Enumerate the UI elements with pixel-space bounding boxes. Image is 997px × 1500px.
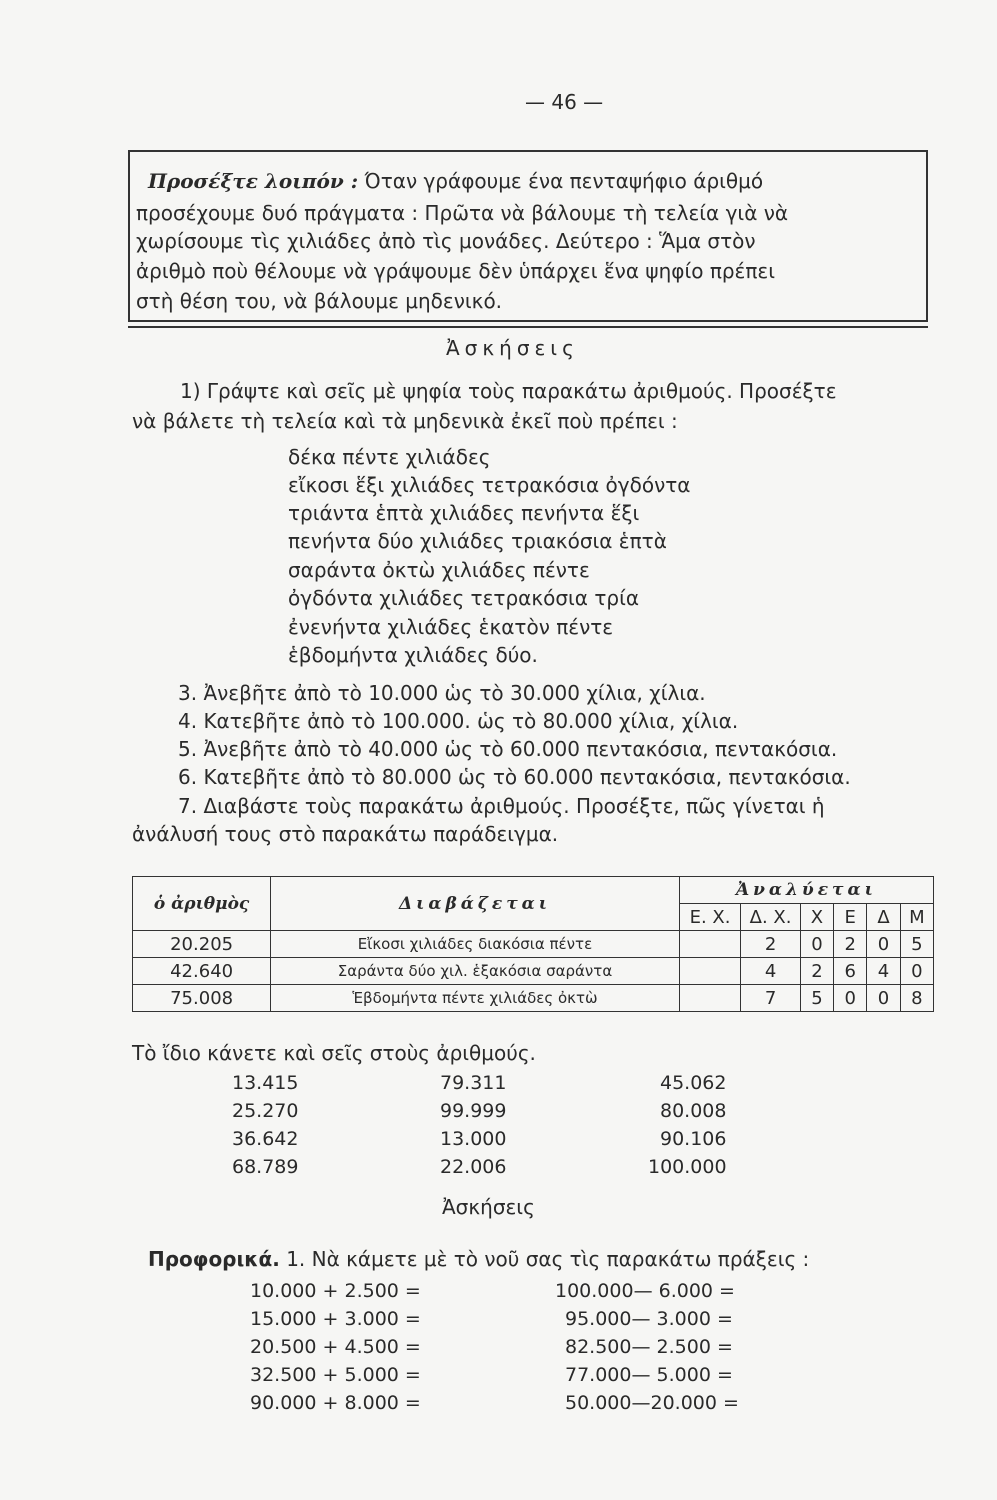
ex1-line-2: νὰ βάλετε τὴ τελεία καὶ τὰ μηδενικὰ ἐκεῖ ποὺ πρέπει : [132,409,678,433]
row-digit: 0 [800,931,833,958]
row-read: Σαράντα δύο χιλ. ἑξακόσια σαράντα [271,958,680,985]
table-head-read: Διαβάζεται [271,877,680,931]
digit-head: Ε. Χ. [679,904,741,931]
row-digit: 4 [741,958,801,985]
note-line-2: προσέχουμε δυό πράγματα : Πρῶτα νὰ βάλουμε τὴ τελεία γιὰ νὰ [136,201,789,225]
row-digit [679,931,741,958]
oral-left: 15.000 + 3.000 = [250,1308,421,1330]
oral-right: 50.000—20.000 = [565,1392,739,1414]
ex4-line: 4. Κατεβῆτε ἀπὸ τὸ 100.000. ὡς τὸ 80.000 χίλια, χίλια. [178,709,739,733]
number-item: 13.000 [440,1128,507,1150]
same-text: Τὸ ἴδιο κάνετε καὶ σεῖς στοὺς ἀριθμούς. [132,1041,536,1065]
row-digit: 0 [900,958,933,985]
row-digit: 0 [834,985,867,1012]
row-digit: 4 [867,958,900,985]
ex1-item: ἐνενήντα χιλιάδες ἑκατὸν πέντε [288,615,614,639]
digit-head: Μ [900,904,933,931]
oral-right: 95.000— 3.000 = [565,1308,733,1330]
ex1-item: τριάντα ἑπτὰ χιλιάδες πενήντα ἕξι [288,501,640,525]
ex1-item: ἑβδομήντα χιλιάδες δύο. [288,643,538,667]
number-item: 13.415 [232,1072,299,1094]
number-item: 45.062 [660,1072,727,1094]
row-digit: 2 [800,958,833,985]
note-line-3: χωρίσουμε τὶς χιλιάδες ἀπὸ τὶς μονάδες. Δεύτερο : Ἅμα στὸν [136,229,756,253]
number-item: 25.270 [232,1100,299,1122]
number-item: 99.999 [440,1100,507,1122]
ex7-line-2: ἀνάλυσή τους στὸ παρακάτω παράδειγμα. [132,822,559,846]
row-number: 75.008 [133,985,271,1012]
number-item: 79.311 [440,1072,507,1094]
number-item: 90.106 [660,1128,727,1150]
digit-head: Δ [867,904,900,931]
number-item: 80.008 [660,1100,727,1122]
oral-text: 1. Νὰ κάμετε μὲ τὸ νοῦ σας τὶς παρακάτω πράξεις : [286,1247,810,1271]
note-lead: Προσέξτε λοιπόν : [148,169,359,193]
digit-head: Χ [800,904,833,931]
number-item: 22.006 [440,1156,507,1178]
row-digit: 2 [741,931,801,958]
oral-left: 10.000 + 2.500 = [250,1280,421,1302]
table-row [133,985,934,1012]
ex6-line: 6. Κατεβῆτε ἀπὸ τὸ 80.000 ὡς τὸ 60.000 πεντακόσια, πεντακόσια. [178,765,851,789]
row-digit: 2 [834,931,867,958]
number-item: 68.789 [232,1156,299,1178]
row-digit: 5 [800,985,833,1012]
oral-right: 77.000— 5.000 = [565,1364,733,1386]
exercises-title-2: Ἀσκήσεις [442,1195,535,1219]
oral-right: 82.500— 2.500 = [565,1336,733,1358]
digit-head: Ε [834,904,867,931]
ex1-item: σαράντα ὀκτὼ χιλιάδες πέντε [288,558,590,582]
ex1-item: εἴκοσι ἕξι χιλιάδες τετρακόσια ὀγδόντα [288,473,691,497]
row-digit [679,985,741,1012]
ex5-line: 5. Ἀνεβῆτε ἀπὸ τὸ 40.000 ὡς τὸ 60.000 πεντακόσια, πεντακόσια. [178,737,838,761]
table-head-analysis: Ἀναλύεται [679,877,933,904]
note-line-4: ἀριθμὸ ποὺ θέλουμε νὰ γράψουμε δὲν ὑπάρχει ἕνα ψηφίο πρέπει [136,259,775,283]
number-item: 100.000 [648,1156,727,1178]
oral-line [148,1246,809,1272]
oral-left: 32.500 + 5.000 = [250,1364,421,1386]
note-line-1-text: Όταν γράφουμε ένα πενταψήφιο άριθμό [364,169,764,193]
row-read: Εἴκοσι χιλιάδες διακόσια πέντε [271,931,680,958]
page-number: — 46 — [525,90,604,114]
row-digit: 8 [900,985,933,1012]
row-digit [679,958,741,985]
oral-right: 100.000— 6.000 = [555,1280,735,1302]
ex1-item: πενήντα δύο χιλιάδες τριακόσια ἑπτὰ [288,529,667,553]
ex1-item: δέκα πέντε χιλιάδες [288,445,491,469]
oral-label: Προφορικά. [148,1247,280,1271]
row-number: 20.205 [133,931,271,958]
row-digit: 0 [867,985,900,1012]
table-row [133,931,934,958]
row-read: Ἑβδομήντα πέντε χιλιάδες ὀκτὼ [271,985,680,1012]
table-row [133,958,934,985]
note-line-1 [148,168,763,194]
row-digit: 7 [741,985,801,1012]
oral-left: 90.000 + 8.000 = [250,1392,421,1414]
digit-head: Δ. Χ. [741,904,801,931]
row-digit: 0 [867,931,900,958]
ex1-line-1: 1) Γράψτε καὶ σεῖς μὲ ψηφία τοὺς παρακάτω ἀριθμούς. Προσέξτε [180,379,837,403]
row-digit: 5 [900,931,933,958]
exercises-title: Ἀσκήσεις [446,336,579,360]
ex3-line: 3. Ἀνεβῆτε ἀπὸ τὸ 10.000 ὡς τὸ 30.000 χίλια, χίλια. [178,681,706,705]
oral-left: 20.500 + 4.500 = [250,1336,421,1358]
note-line-5: στὴ θέση του, νὰ βάλουμε μηδενικό. [136,289,503,313]
ex1-item: ὀγδόντα χιλιάδες τετρακόσια τρία [288,586,640,610]
table-head-number: ὁ ἀριθμὸς [133,877,271,931]
row-number: 42.640 [133,958,271,985]
number-item: 36.642 [232,1128,299,1150]
analysis-table [132,876,934,1012]
ex7-line-1: 7. Διαβάστε τοὺς παρακάτω ἀριθμούς. Προσέξτε, πῶς γίνεται ἡ [178,794,825,818]
row-digit: 6 [834,958,867,985]
